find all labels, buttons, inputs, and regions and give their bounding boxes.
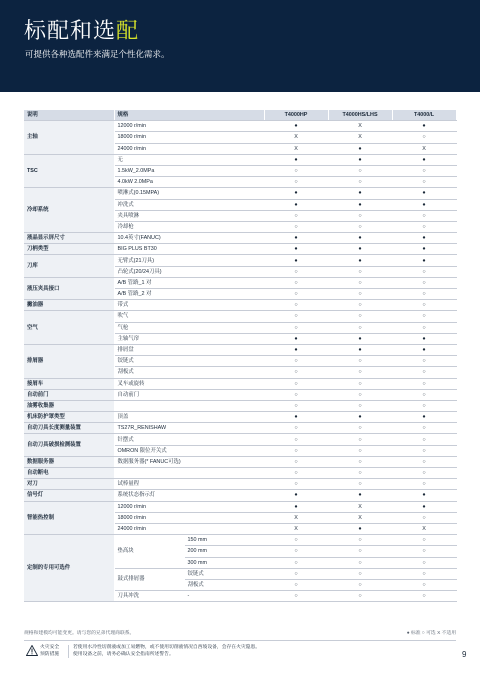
availability-mark: ● <box>328 344 392 355</box>
availability-mark: ○ <box>392 300 456 311</box>
availability-mark: ○ <box>264 445 328 456</box>
availability-mark: ○ <box>328 266 392 277</box>
row-spec: 24000 r/min <box>114 143 264 154</box>
availability-mark: ○ <box>328 378 392 389</box>
row-spec: 吹气 <box>114 311 264 322</box>
row-spec: 叉车或旋转 <box>114 378 264 389</box>
table-row <box>24 121 456 132</box>
row-spec: 排屑盘 <box>114 344 264 355</box>
availability-mark: ○ <box>392 468 456 479</box>
table-row <box>24 188 456 199</box>
warning-text <box>68 645 260 658</box>
row-group-label: 自动前门 <box>24 389 114 400</box>
row-spec: 主轴气帘 <box>114 333 264 344</box>
availability-mark: ● <box>264 233 328 244</box>
availability-mark: ● <box>392 154 456 165</box>
availability-mark: ● <box>328 255 392 266</box>
row-spec: 系统状态指示灯 <box>114 490 264 501</box>
row-spec: 无 <box>114 154 264 165</box>
availability-mark: ○ <box>392 389 456 400</box>
availability-mark: ○ <box>264 266 328 277</box>
row-group-label: 刀柄类型 <box>24 244 114 255</box>
warning-label <box>40 645 59 658</box>
row-spec: - <box>184 591 264 602</box>
table-row <box>24 311 456 322</box>
availability-mark: ○ <box>392 277 456 288</box>
availability-mark: ○ <box>328 300 392 311</box>
availability-mark: ● <box>392 255 456 266</box>
availability-mark: ○ <box>264 479 328 490</box>
availability-mark: X <box>264 523 328 534</box>
availability-mark: ● <box>392 188 456 199</box>
availability-mark: ○ <box>328 277 392 288</box>
row-spec: 刮板式 <box>114 367 264 378</box>
table-row <box>24 423 456 434</box>
availability-mark: ○ <box>392 535 456 546</box>
availability-mark: ○ <box>264 165 328 176</box>
row-group-label: 排屑器 <box>24 344 114 378</box>
row-spec: 自动前门 <box>114 389 264 400</box>
row-spec: 18000 r/min <box>114 512 264 523</box>
availability-mark: ● <box>392 121 456 132</box>
availability-mark: ○ <box>392 423 456 434</box>
availability-mark: ● <box>392 412 456 423</box>
row-spec: TS27R_RENISHAW <box>114 423 264 434</box>
row-spec: 冲洗式 <box>114 199 264 210</box>
availability-mark: ○ <box>264 423 328 434</box>
row-spec: 12000 r/min <box>114 501 264 512</box>
warning-text-line2: 使用设备之前，请务必确认安全指南所述警告。 <box>73 651 174 657</box>
table-row <box>24 479 456 490</box>
availability-mark: ○ <box>392 434 456 445</box>
header-spec: 规格 <box>114 110 264 121</box>
availability-mark: ○ <box>328 322 392 333</box>
row-spec: 无臂式(21刀具) <box>114 255 264 266</box>
availability-mark: ● <box>264 344 328 355</box>
table-header-row <box>24 110 456 121</box>
row-spec: 喷淋式(0.15MPA) <box>114 188 264 199</box>
availability-mark: ○ <box>264 221 328 232</box>
availability-mark: ○ <box>264 356 328 367</box>
availability-mark: ○ <box>264 557 328 568</box>
availability-mark: ○ <box>264 277 328 288</box>
row-group-label: 空气 <box>24 311 114 345</box>
availability-mark: ○ <box>392 356 456 367</box>
availability-mark: ● <box>328 188 392 199</box>
availability-mark: ○ <box>264 535 328 546</box>
table-row <box>24 255 456 266</box>
availability-mark: ○ <box>264 389 328 400</box>
availability-mark: ○ <box>392 479 456 490</box>
availability-mark: ○ <box>328 591 392 602</box>
divider <box>24 640 456 641</box>
footnote: 规格和建模均可能变更。请与您的兄弟代理商联系。 <box>24 631 135 636</box>
availability-mark: ○ <box>328 210 392 221</box>
availability-mark: ○ <box>264 367 328 378</box>
table-row <box>24 490 456 501</box>
availability-mark: ○ <box>392 221 456 232</box>
availability-mark: ○ <box>328 356 392 367</box>
row-spec: A/B 管路_1 对 <box>114 277 264 288</box>
row-spec: 针摆式 <box>114 434 264 445</box>
availability-mark: ● <box>392 490 456 501</box>
availability-mark: ● <box>264 199 328 210</box>
row-spec: A/B 管路_2 对 <box>114 289 264 300</box>
availability-mark: ○ <box>392 210 456 221</box>
row-spec: 18000 r/min <box>114 132 264 143</box>
availability-mark: ○ <box>264 311 328 322</box>
availability-mark: ● <box>264 412 328 423</box>
row-spec: 顶盖 <box>114 412 264 423</box>
legend: ● 标准 ○ 可选 X 不适用 <box>406 631 456 636</box>
availability-mark: ○ <box>264 322 328 333</box>
availability-mark: ● <box>328 333 392 344</box>
availability-mark: ○ <box>392 177 456 188</box>
warning-triangle-icon <box>26 645 38 656</box>
row-group-label: 液压夹具接口 <box>24 277 114 299</box>
availability-mark: ○ <box>328 367 392 378</box>
availability-mark: ○ <box>328 468 392 479</box>
row-sub-label: 垫高块 <box>114 535 184 569</box>
availability-mark: ○ <box>328 400 392 411</box>
table-row <box>24 501 456 512</box>
row-group-label: 自动刀具长度测量装置 <box>24 423 114 434</box>
availability-mark: ● <box>264 188 328 199</box>
availability-mark: ● <box>264 333 328 344</box>
table-row <box>24 456 456 467</box>
availability-mark: ○ <box>328 456 392 467</box>
row-group-label: 智能热控制 <box>24 501 114 535</box>
availability-mark: ○ <box>328 311 392 322</box>
availability-mark: ● <box>264 490 328 501</box>
availability-mark: ○ <box>264 378 328 389</box>
availability-mark: X <box>264 512 328 523</box>
availability-mark: ● <box>328 412 392 423</box>
warning-label-line1: 火灾安全 <box>40 645 60 650</box>
availability-mark: ○ <box>392 591 456 602</box>
availability-mark: ○ <box>264 546 328 557</box>
availability-mark: ○ <box>392 400 456 411</box>
availability-mark: ○ <box>264 400 328 411</box>
row-group-label: 冷却系统 <box>24 188 114 233</box>
table-row <box>24 412 456 423</box>
availability-mark: ○ <box>328 535 392 546</box>
availability-mark: ○ <box>328 389 392 400</box>
header-model-3: T4000/L <box>392 110 456 121</box>
availability-mark: ○ <box>328 479 392 490</box>
availability-mark: ● <box>392 333 456 344</box>
availability-mark: ○ <box>328 423 392 434</box>
availability-mark: ○ <box>328 445 392 456</box>
row-sub-label: 鼓式排屑器 <box>114 568 184 590</box>
table-row <box>24 535 456 546</box>
row-group-label: 自动刀具破损检测装置 <box>24 434 114 456</box>
row-group-label: 主轴 <box>24 121 114 155</box>
availability-mark: X <box>328 121 392 132</box>
row-spec: 10.4英寸(FANUC) <box>114 233 264 244</box>
table-row <box>24 400 456 411</box>
availability-mark: X <box>328 501 392 512</box>
availability-mark: ● <box>328 523 392 534</box>
row-spec: 4.0kW 2.0MPa <box>114 177 264 188</box>
availability-mark: ○ <box>328 434 392 445</box>
availability-mark: ○ <box>328 177 392 188</box>
availability-mark: ○ <box>328 221 392 232</box>
row-spec: 刮板式 <box>184 579 264 590</box>
availability-mark: ○ <box>264 300 328 311</box>
availability-mark: X <box>392 143 456 154</box>
page-subtitle: 可提供各种选配件来满足个性化需求。 <box>25 49 170 59</box>
row-group-label: 液晶显示屏尺寸 <box>24 233 114 244</box>
table-row <box>24 389 456 400</box>
row-spec: 铰链式 <box>114 356 264 367</box>
availability-mark: ○ <box>392 568 456 579</box>
availability-mark: X <box>328 512 392 523</box>
row-group-label: 机床防护罩类型 <box>24 412 114 423</box>
availability-mark: ○ <box>392 266 456 277</box>
availability-mark: ● <box>328 244 392 255</box>
availability-mark: ● <box>392 233 456 244</box>
table-row <box>24 233 456 244</box>
header-desc: 说明 <box>24 110 114 121</box>
row-spec: 12000 r/min <box>114 121 264 132</box>
title-main: 标配和选 <box>24 18 117 43</box>
row-spec: BIG PLUS BT30 <box>114 244 264 255</box>
availability-mark: ○ <box>392 445 456 456</box>
availability-mark: ○ <box>392 132 456 143</box>
header-model-1: T4000HP <box>264 110 328 121</box>
availability-mark: ○ <box>392 322 456 333</box>
availability-mark: ● <box>392 199 456 210</box>
availability-mark: ● <box>264 501 328 512</box>
warning-text-line1: 若使用水冷性切削液或加工易燃物，或不使用切削液情况自西坡设备，会存在火灾隐患。 <box>73 645 261 650</box>
availability-mark: ○ <box>264 591 328 602</box>
row-sub-label: 刀具冲洗 <box>114 591 184 602</box>
availability-mark: ○ <box>264 468 328 479</box>
row-group-label: 自动断电 <box>24 468 114 479</box>
availability-mark: ○ <box>328 289 392 300</box>
row-group-label: 刀库 <box>24 255 114 277</box>
availability-mark: ● <box>328 143 392 154</box>
availability-mark: ○ <box>392 557 456 568</box>
row-spec: 1.5kW_2.0MPa <box>114 165 264 176</box>
availability-mark: ○ <box>392 378 456 389</box>
row-group-label: 定制的专用可选件 <box>24 535 114 602</box>
table-row <box>24 378 456 389</box>
row-spec: 夹具喷淋 <box>114 210 264 221</box>
availability-mark: ○ <box>392 456 456 467</box>
row-spec: 150 mm <box>184 535 264 546</box>
availability-mark: ○ <box>328 568 392 579</box>
row-group-label: 油雾收集器 <box>24 400 114 411</box>
availability-mark: ○ <box>264 456 328 467</box>
row-spec: 冷却枪 <box>114 221 264 232</box>
table-row <box>24 434 456 445</box>
row-spec <box>114 400 264 411</box>
row-spec: 铰链式 <box>184 568 264 579</box>
availability-mark: ○ <box>264 289 328 300</box>
row-group-label: 对刀 <box>24 479 114 490</box>
table-row <box>24 277 456 288</box>
availability-mark: ● <box>264 244 328 255</box>
row-group-label: 撇油器 <box>24 300 114 311</box>
table-row <box>24 468 456 479</box>
availability-mark: ● <box>392 244 456 255</box>
availability-mark: ● <box>264 154 328 165</box>
page-title <box>24 14 139 45</box>
availability-mark: ○ <box>392 367 456 378</box>
row-spec: 300 mm <box>184 557 264 568</box>
row-spec: 气枪 <box>114 322 264 333</box>
availability-mark: ○ <box>392 546 456 557</box>
availability-mark: ○ <box>264 210 328 221</box>
row-spec: OMRON 限位开关式 <box>114 445 264 456</box>
availability-mark: X <box>264 143 328 154</box>
availability-mark: ○ <box>392 165 456 176</box>
header-model-2: T4000HS/LHS <box>328 110 392 121</box>
table-row <box>24 300 456 311</box>
page-number: 9 <box>462 650 467 659</box>
availability-mark: ○ <box>264 434 328 445</box>
availability-mark: ● <box>328 199 392 210</box>
availability-mark: ○ <box>392 579 456 590</box>
availability-mark: ○ <box>264 177 328 188</box>
availability-mark: ○ <box>392 289 456 300</box>
table-row <box>24 344 456 355</box>
availability-mark: ○ <box>328 579 392 590</box>
row-spec: 200 mm <box>184 546 264 557</box>
availability-mark: ● <box>392 501 456 512</box>
availability-mark: ● <box>328 154 392 165</box>
availability-mark: ● <box>264 255 328 266</box>
warning-label-line2: 预防措施 <box>40 651 60 657</box>
availability-mark: X <box>392 523 456 534</box>
availability-mark: ○ <box>328 557 392 568</box>
availability-mark: ● <box>328 233 392 244</box>
row-group-label: 接屑车 <box>24 378 114 389</box>
availability-mark: ○ <box>392 311 456 322</box>
availability-mark: ● <box>392 344 456 355</box>
availability-mark: ● <box>264 121 328 132</box>
row-spec: 试棒量程 <box>114 479 264 490</box>
row-spec: 24000 r/min <box>114 523 264 534</box>
row-spec: 带式 <box>114 300 264 311</box>
row-group-label: TSC <box>24 154 114 188</box>
availability-mark: ○ <box>264 568 328 579</box>
availability-mark: ● <box>328 490 392 501</box>
availability-mark: ○ <box>392 512 456 523</box>
row-group-label: 信号灯 <box>24 490 114 501</box>
availability-mark: X <box>328 132 392 143</box>
row-spec: 数据服务器(* FANUC可选) <box>114 456 264 467</box>
availability-mark: X <box>264 132 328 143</box>
availability-mark: ○ <box>264 579 328 590</box>
table-row <box>24 154 456 165</box>
table-row <box>24 244 456 255</box>
table-body <box>24 121 456 602</box>
availability-mark: ○ <box>328 546 392 557</box>
row-spec <box>114 468 264 479</box>
title-highlight: 配 <box>116 18 140 43</box>
availability-mark: ○ <box>328 165 392 176</box>
row-spec: 凸轮式(20/24刀具) <box>114 266 264 277</box>
options-table <box>24 110 457 602</box>
row-group-label: 数据服务器 <box>24 456 114 467</box>
